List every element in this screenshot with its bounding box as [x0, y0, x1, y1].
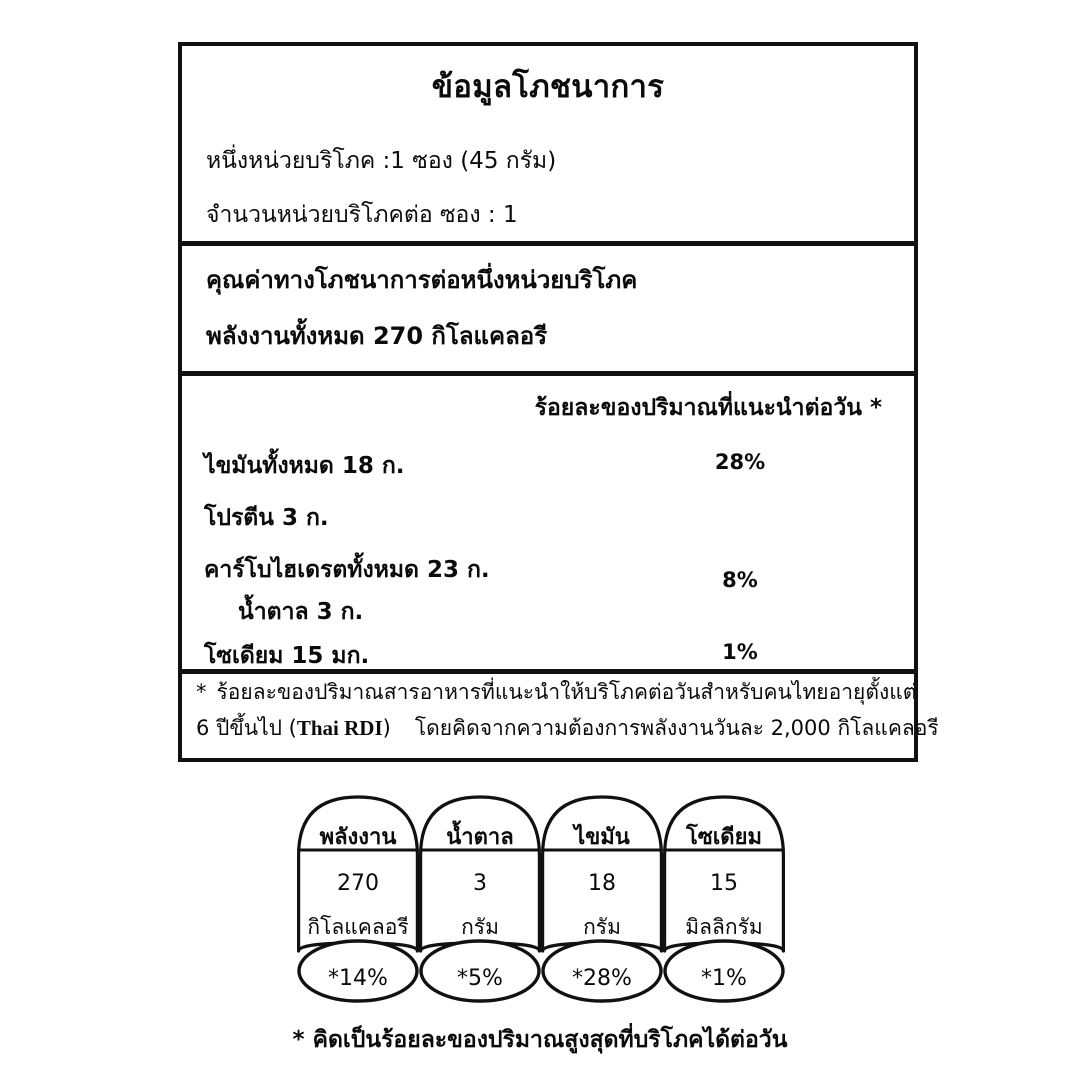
- nutrient-label: น้ำตาล 3 ก.: [238, 599, 364, 625]
- gda-nutrient-name: โซเดียม: [686, 825, 762, 850]
- per-serving-heading: คุณค่าทางโภชนาการต่อหนึ่งหน่วยบริโภค: [206, 266, 638, 294]
- footnote-text-2a: 6 ปีขึ้นไป (: [196, 716, 297, 740]
- gda-nutrient-unit: กรัม: [461, 915, 499, 939]
- nutrients-section: [182, 376, 914, 674]
- footnote-text-2c: โดยคิดจากความต้องการพลังงานวันละ 2,000 กิโลแคลอรี: [414, 716, 939, 740]
- gda-column-fat: [541, 793, 663, 1003]
- gda-column-sugar: [419, 793, 541, 1003]
- serving-size-text: หนึ่งหน่วยบริโภค :1 ซอง (45 กรัม): [206, 148, 557, 174]
- gda-panel: [297, 793, 785, 1003]
- nutrient-row-sodium: [182, 638, 914, 670]
- gda-nutrient-unit: กรัม: [583, 915, 621, 939]
- gda-nutrient-value: 270: [337, 871, 379, 896]
- nutrient-label: ไขมันทั้งหมด 18 ก.: [204, 453, 405, 479]
- gda-footnote: * คิดเป็นร้อยละของปริมาณสูงสุดที่บริโภคได้ต่อวัน: [292, 1027, 788, 1053]
- thai-rdi-term: Thai RDI: [296, 716, 383, 740]
- daily-value-column-header: ร้อยละของปริมาณที่แนะนำต่อวัน *: [534, 395, 882, 421]
- footnote-text-2b: ): [382, 716, 391, 740]
- page-title: ข้อมูลโภชนาการ: [431, 69, 665, 105]
- gda-nutrient-name: ไขมัน: [574, 825, 630, 850]
- footnote-asterisk: *: [196, 680, 207, 704]
- per-serving-section: [182, 246, 914, 376]
- nutrient-percent: 28%: [714, 450, 766, 474]
- nutrient-label: คาร์โบไฮเดรตทั้งหมด 23 ก.: [204, 557, 490, 583]
- nutrient-percent: 8%: [722, 568, 758, 592]
- footnote-line-2: [196, 716, 939, 741]
- gda-nutrient-name: น้ำตาล: [446, 825, 514, 850]
- serving-information-section: [182, 46, 914, 246]
- nutrient-row-total-carbohydrate: [182, 552, 914, 592]
- gda-column-sodium: [663, 793, 785, 1003]
- thai-rdi-footnote-section: [182, 674, 939, 753]
- total-energy-text: พลังงานทั้งหมด 270 กิโลแคลอรี: [206, 322, 548, 350]
- gda-column-energy: [297, 793, 419, 1003]
- nutrition-facts-table: [178, 42, 939, 762]
- gda-nutrient-unit: มิลลิกรัม: [685, 915, 763, 939]
- footnote-text-1: ร้อยละของปริมาณสารอาหารที่แนะนำให้บริโภคต่อวันสำหรับคนไทยอายุตั้งแต่: [216, 680, 917, 704]
- gda-nutrient-percent: *14%: [328, 966, 388, 991]
- nutrient-label: โปรตีน 3 ก.: [204, 505, 329, 531]
- gda-nutrient-value: 15: [710, 871, 738, 896]
- gda-nutrient-value: 18: [588, 871, 616, 896]
- gda-nutrient-percent: *1%: [701, 966, 747, 991]
- nutrient-row-sugars: [182, 594, 914, 626]
- gda-nutrient-name: พลังงาน: [319, 825, 397, 850]
- nutrient-row-total-fat: [182, 448, 914, 480]
- nutrient-label: โซเดียม 15 มก.: [204, 643, 370, 669]
- gda-nutrient-unit: กิโลแคลอรี: [307, 915, 409, 939]
- servings-per-container-text: จำนวนหน่วยบริโภคต่อ ซอง : 1: [206, 202, 518, 228]
- nutrient-percent: 1%: [722, 640, 758, 664]
- gda-nutrient-percent: *5%: [457, 966, 503, 991]
- nutrient-row-protein: [182, 500, 914, 532]
- gda-nutrient-value: 3: [473, 871, 487, 896]
- footnote-line-1: [196, 680, 916, 705]
- gda-nutrient-percent: *28%: [572, 966, 632, 991]
